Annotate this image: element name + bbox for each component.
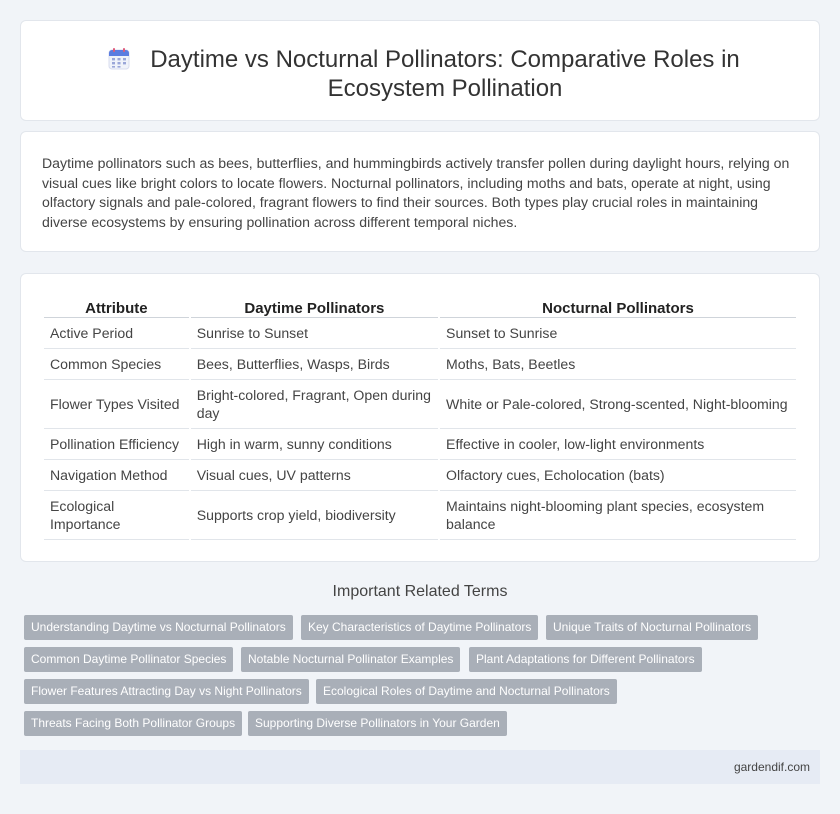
table-cell: Common Species bbox=[44, 349, 189, 380]
related-terms-heading: Important Related Terms bbox=[332, 583, 508, 600]
related-term-link[interactable]: Unique Traits of Nocturnal Pollinators bbox=[546, 615, 758, 640]
table-cell: Supports crop yield, biodiversity bbox=[191, 491, 438, 540]
related-term-link[interactable]: Common Daytime Pollinator Species bbox=[24, 647, 233, 672]
table-cell: White or Pale-colored, Strong-scented, Night-blooming bbox=[440, 380, 796, 429]
table-cell: Moths, Bats, Beetles bbox=[440, 349, 796, 380]
page-title: Daytime vs Nocturnal Pollinators: Comparative Roles in Ecosystem Pollination bbox=[150, 46, 740, 102]
comparison-table-card bbox=[20, 273, 820, 562]
table-header-row bbox=[44, 296, 796, 318]
related-term-link[interactable]: Notable Nocturnal Pollinator Examples bbox=[241, 647, 460, 672]
table-cell: Sunrise to Sunset bbox=[191, 318, 438, 349]
table-cell: Flower Types Visited bbox=[44, 380, 189, 429]
table-cell: High in warm, sunny conditions bbox=[191, 429, 438, 460]
table-cell: Active Period bbox=[44, 318, 189, 349]
site-name[interactable]: gardendif.com bbox=[733, 760, 810, 774]
intro-paragraph: Daytime pollinators such as bees, butterflies, and hummingbirds actively transfer pollen during daylight hours, relying on visual cues like bright colors to locate flowers. Nocturnal pollinators, including moths and bats, operate at night, using olfactory signals and pale-colored, fragrant flowers to find their sources. Both types play crucial roles in maintaining diverse ecosystems by ensuring pollination across different temporal niches. bbox=[42, 155, 790, 230]
table-cell: Bright-colored, Fragrant, Open during day bbox=[191, 380, 438, 429]
column-header: Attribute bbox=[44, 296, 189, 318]
comparison-table bbox=[42, 296, 798, 540]
related-term-link[interactable]: Understanding Daytime vs Nocturnal Pollinators bbox=[24, 615, 293, 640]
table-row bbox=[44, 429, 796, 460]
related-term-link[interactable]: Ecological Roles of Daytime and Nocturnal Pollinators bbox=[316, 679, 617, 704]
table-cell: Ecological Importance bbox=[44, 491, 189, 540]
column-header: Nocturnal Pollinators bbox=[440, 296, 796, 318]
related-term-link[interactable]: Threats Facing Both Pollinator Groups bbox=[24, 711, 242, 736]
footer bbox=[20, 750, 820, 784]
table-cell: Olfactory cues, Echolocation (bats) bbox=[440, 460, 796, 491]
table-cell: Effective in cooler, low-light environments bbox=[440, 429, 796, 460]
table-cell: Bees, Butterflies, Wasps, Birds bbox=[191, 349, 438, 380]
table-row bbox=[44, 318, 796, 349]
table-cell: Sunset to Sunrise bbox=[440, 318, 796, 349]
header-card bbox=[20, 20, 820, 121]
table-cell: Visual cues, UV patterns bbox=[191, 460, 438, 491]
table-row bbox=[44, 349, 796, 380]
table-row bbox=[44, 491, 796, 540]
intro-card bbox=[20, 131, 820, 252]
table-cell: Pollination Efficiency bbox=[44, 429, 189, 460]
table-row bbox=[44, 460, 796, 491]
table-cell: Navigation Method bbox=[44, 460, 189, 491]
related-term-link[interactable]: Supporting Diverse Pollinators in Your Garden bbox=[248, 711, 507, 736]
table-cell: Maintains night-blooming plant species, ecosystem balance bbox=[440, 491, 796, 540]
related-term-link[interactable]: Flower Features Attracting Day vs Night Pollinators bbox=[24, 679, 309, 704]
related-term-link[interactable]: Key Characteristics of Daytime Pollinators bbox=[301, 615, 538, 640]
table-row bbox=[44, 380, 796, 429]
related-term-link[interactable]: Plant Adaptations for Different Pollinators bbox=[469, 647, 702, 672]
calendar-icon bbox=[107, 47, 131, 71]
column-header: Daytime Pollinators bbox=[191, 296, 438, 318]
